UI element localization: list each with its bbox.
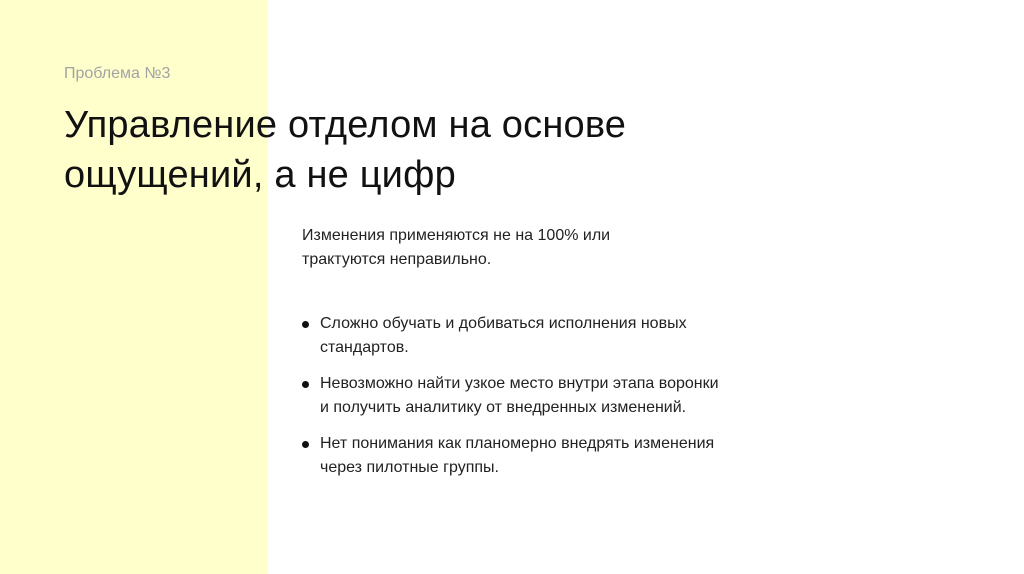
bullet-text-line: стандартов. (320, 339, 409, 356)
problem-label: Проблема №3 (64, 65, 171, 82)
bullet-item (302, 432, 842, 480)
bullet-text-line: Нет понимания как планомерно внедрять изменения (320, 435, 715, 452)
bullet-text-line: через пилотные группы. (320, 459, 499, 476)
bullet-item (302, 312, 842, 360)
lead-paragraph (302, 224, 782, 272)
bullet-text-line: Сложно обучать и добиваться исполнения новых (320, 315, 687, 332)
accent-panel (0, 0, 268, 574)
bullet-dot-icon (302, 321, 309, 328)
bullet-text-line: и получить аналитику от внедренных изменений. (320, 399, 687, 416)
bullet-dot-icon (302, 381, 309, 388)
slide-title (64, 100, 784, 200)
lead-line: трактуются неправильно. (302, 251, 492, 268)
bullet-list (302, 312, 842, 492)
bullet-item (302, 372, 842, 420)
bullet-dot-icon (302, 441, 309, 448)
slide-title-line: Управление отделом на основе (64, 104, 627, 146)
bullet-text-line: Невозможно найти узкое место внутри этапа воронки (320, 375, 719, 392)
lead-line: Изменения применяются не на 100% или (302, 227, 611, 244)
slide-title-line: ощущений, а не цифр (64, 154, 456, 196)
